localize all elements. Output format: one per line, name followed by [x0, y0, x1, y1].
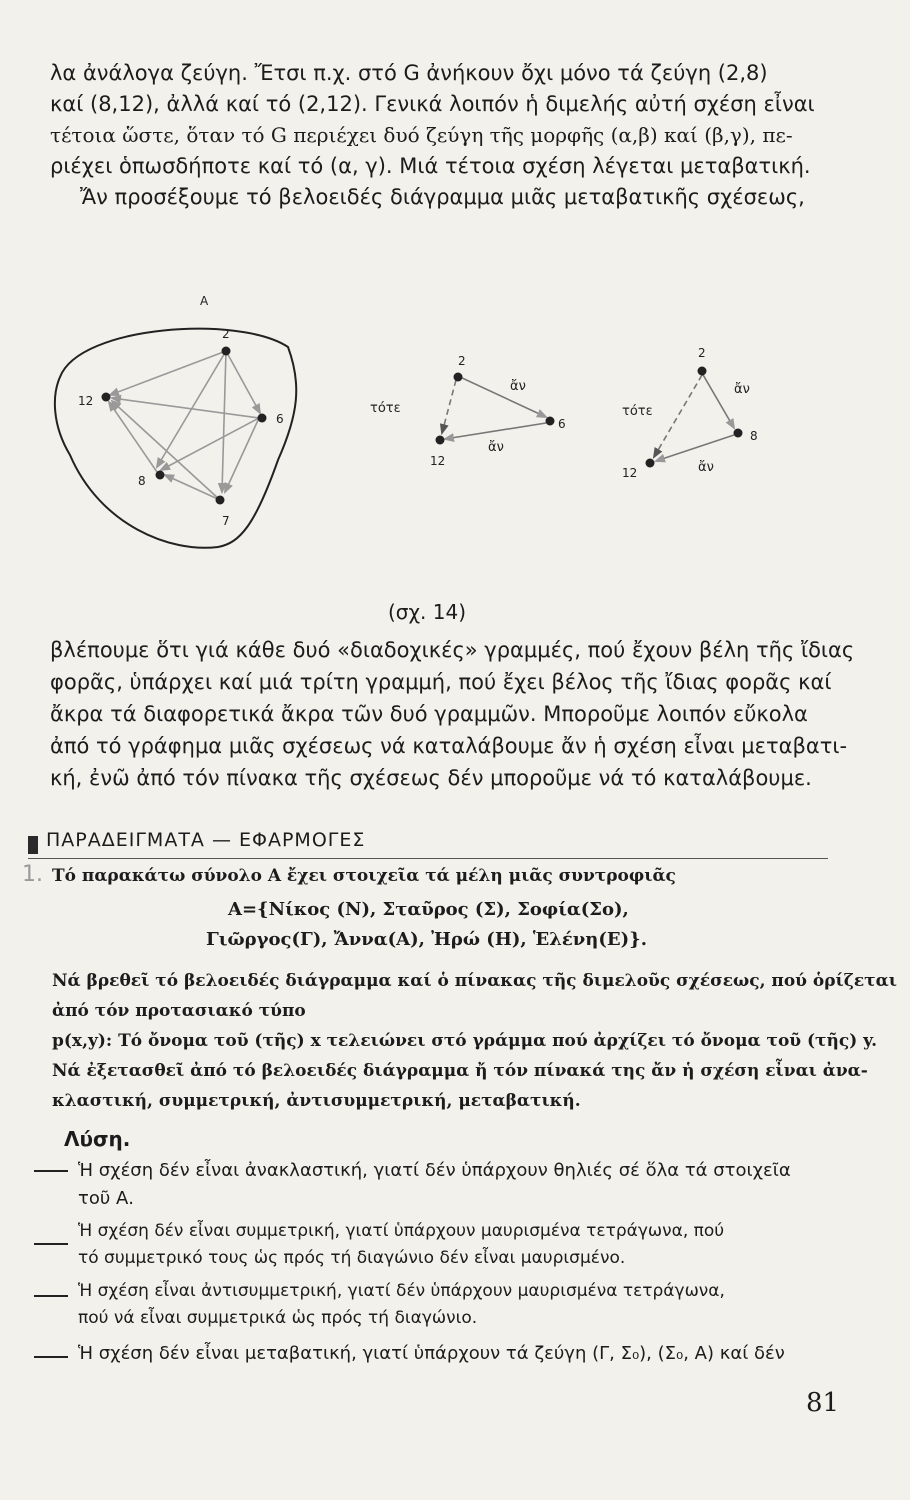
intro-line: λα ἀνάλογα ζεύγη. Ἔτσι π.χ. στό G ἀνήκουν ὄχι μόνο τά ζεύγη (2,8): [50, 61, 768, 85]
intro-line: τέτοια ὥστε, ὅταν τό G περιέχει δυό ζεύγη τῆς μορφῆς (α,β) καί (β,γ), πε-: [50, 123, 793, 147]
figure-caption: (σχ. 14): [388, 600, 466, 624]
t2-vertex-2: [698, 367, 707, 376]
vertex-label: 12: [78, 394, 94, 408]
t2-vertex-8: [734, 429, 743, 438]
section-heading: ΠΑΡΑΔΕΙΓΜΑΤΑ — ΕΦΑΡΜΟΓΕΣ: [46, 829, 366, 851]
vertex-label: 2: [698, 346, 706, 360]
intro-line: Ἄν προσέξουμε τό βελοειδές διάγραμμα μιᾶς μεταβατικῆς σχέσεως,: [80, 185, 805, 209]
body-line: κή, ἐνῶ ἀπό τόν πίνακα τῆς σχέσεως δέν μποροῦμε νά τό καταλάβουμε.: [50, 766, 812, 790]
vertex-label: 6: [276, 412, 284, 426]
body-line: ἀπό τό γράφημα μιᾶς σχέσεως νά καταλάβουμε ἄν ἡ σχέση εἶναι μεταβατι-: [50, 734, 848, 758]
vertex-label: 12: [430, 454, 446, 468]
intro-line: καί (8,12), ἀλλά καί τό (2,12). Γενικά λοιπόν ἡ διμελής αὐτή σχέση εἶναι: [50, 92, 815, 116]
vertex-label: 12: [622, 466, 638, 480]
set-label: A: [200, 294, 209, 308]
body-line: βλέπουμε ὅτι γιά κάθε δυό «διαδοχικές» γραμμές, πού ἔχουν βέλη τῆς ἴδιας: [50, 638, 855, 662]
solution-line: τό συμμετρικό τους ὡς πρός τή διαγώνιο δέν εἶναι μαυρισμένο.: [78, 1248, 626, 1268]
t1-vertex-6: [546, 417, 555, 426]
edge-6-7: [225, 418, 259, 492]
page-number: 81: [806, 1388, 840, 1418]
heading-marker: [28, 836, 38, 854]
example-task-line: p(x,y): Τό ὄνομα τοῦ (τῆς) x τελειώνει στό γράμμα πού ἀρχίζει τό ὄνομα τοῦ (τῆς) y.: [52, 1031, 878, 1051]
example-set-line: Γιῶργος(Γ), Ἄννα(Α), Ἠρώ (Η), Ἑλένη(Ε)}.: [206, 929, 647, 950]
edge-6-12: [112, 398, 259, 418]
vertex-label: 2: [458, 354, 466, 368]
body-paragraph: [50, 634, 855, 794]
edge-7-12: [112, 401, 220, 500]
arrow-diagram-figure: [40, 285, 840, 585]
vertex-label: 8: [750, 429, 758, 443]
solution-line: πού νά εἶναι συμμετρικά ὡς πρός τή διαγώνιο.: [78, 1308, 478, 1328]
solution-dash: [34, 1170, 68, 1172]
edge-t1-2-12: [442, 380, 456, 433]
body-line: ἄκρα τά διαφορετικά ἄκρα τῶν δυό γραμμῶν. Μποροῦμε λοιπόν εὔκολα: [50, 702, 808, 726]
example-task-line: Νά ἐξετασθεῖ ἀπό τό βελοειδές διάγραμμα ἤ τόν πίνακά της ἄν ἡ σχέση εἶναι ἀνα-: [52, 1061, 868, 1081]
example-number: 1.: [22, 862, 43, 887]
vertex-8: [156, 471, 165, 480]
vertex-7: [216, 496, 225, 505]
if-label: ἄν: [698, 460, 714, 475]
set-boundary: [55, 329, 296, 548]
solution-dash: [34, 1356, 68, 1358]
intro-paragraph: [50, 58, 830, 213]
edge-8-12: [109, 402, 157, 472]
solution-line: Ἡ σχέση δέν εἶναι συμμετρική, γιατί ὑπάρχουν μαυρισμένα τετράγωνα, πού: [78, 1221, 725, 1241]
example-task-line: ἀπό τόν προτασιακό τύπο: [52, 1001, 306, 1021]
vertex-2: [222, 347, 231, 356]
vertex-12: [102, 393, 111, 402]
t1-vertex-2: [454, 373, 463, 382]
solution-dash: [34, 1243, 68, 1245]
edge-7-8: [165, 475, 220, 500]
edge-2-7: [222, 351, 226, 492]
then-label: τότε: [370, 401, 401, 416]
vertex-label: 8: [138, 474, 146, 488]
edge-t2-8-12: [656, 435, 734, 461]
edge-t1-2-6: [460, 377, 546, 417]
solution-line: Ἡ σχέση δέν εἶναι ἀνακλαστική, γιατί δέν ὑπάρχουν θηλιές σέ ὅλα τά στοιχεῖα: [78, 1160, 791, 1181]
heading-rule: [28, 858, 828, 859]
example-intro: Τό παρακάτω σύνολο Α ἔχει στοιχεῖα τά μέλη μιᾶς συντροφιᾶς: [52, 866, 676, 886]
if-label: ἄν: [510, 379, 526, 394]
t1-vertex-12: [436, 436, 445, 445]
solution-line: Ἡ σχέση δέν εἶναι μεταβατική, γιατί ὑπάρχουν τά ζεύγη (Γ, Σ₀), (Σ₀, Α) καί δέν: [78, 1343, 785, 1364]
solution-label: Λύση.: [64, 1127, 131, 1151]
edge-t1-6-12: [445, 423, 546, 439]
solution-line: τοῦ Α.: [78, 1188, 135, 1209]
edge-t2-2-8: [702, 373, 734, 428]
example-task-line: Νά βρεθεῖ τό βελοειδές διάγραμμα καί ὁ πίνακας τῆς διμελοῦς σχέσεως, πού ὁρίζεται: [52, 971, 897, 991]
if-label: ἄν: [488, 440, 504, 455]
example-task-line: κλαστική, συμμετρική, ἀντισυμμετρική, μεταβατική.: [52, 1091, 581, 1111]
example-set-line: A={Νίκος (Ν), Σταῦρος (Σ), Σοφία(Σο),: [228, 899, 629, 920]
edge-6-8: [161, 418, 259, 470]
intro-line: ριέχει ὁπωσδήποτε καί τό (α, γ). Μιά τέτοια σχέση λέγεται μεταβατική.: [50, 154, 811, 178]
then-label: τότε: [622, 404, 653, 419]
vertex-label: 6: [558, 417, 566, 431]
t2-vertex-12: [646, 459, 655, 468]
solution-line: Ἡ σχέση εἶναι ἀντισυμμετρική, γιατί δέν ὑπάρχουν μαυρισμένα τετράγωνα,: [78, 1281, 725, 1301]
edge-t2-2-12: [654, 375, 702, 457]
edge-2-6: [226, 351, 260, 413]
if-label: ἄν: [734, 382, 750, 397]
vertex-6: [258, 414, 267, 423]
body-line: φορᾶς, ὑπάρχει καί μιά τρίτη γραμμή, πού ἔχει βέλος τῆς ἴδιας φορᾶς καί: [50, 670, 832, 694]
vertex-label: 7: [222, 514, 230, 528]
edge-2-12: [110, 351, 226, 395]
vertex-label: 2: [222, 327, 230, 341]
solution-dash: [34, 1295, 68, 1297]
